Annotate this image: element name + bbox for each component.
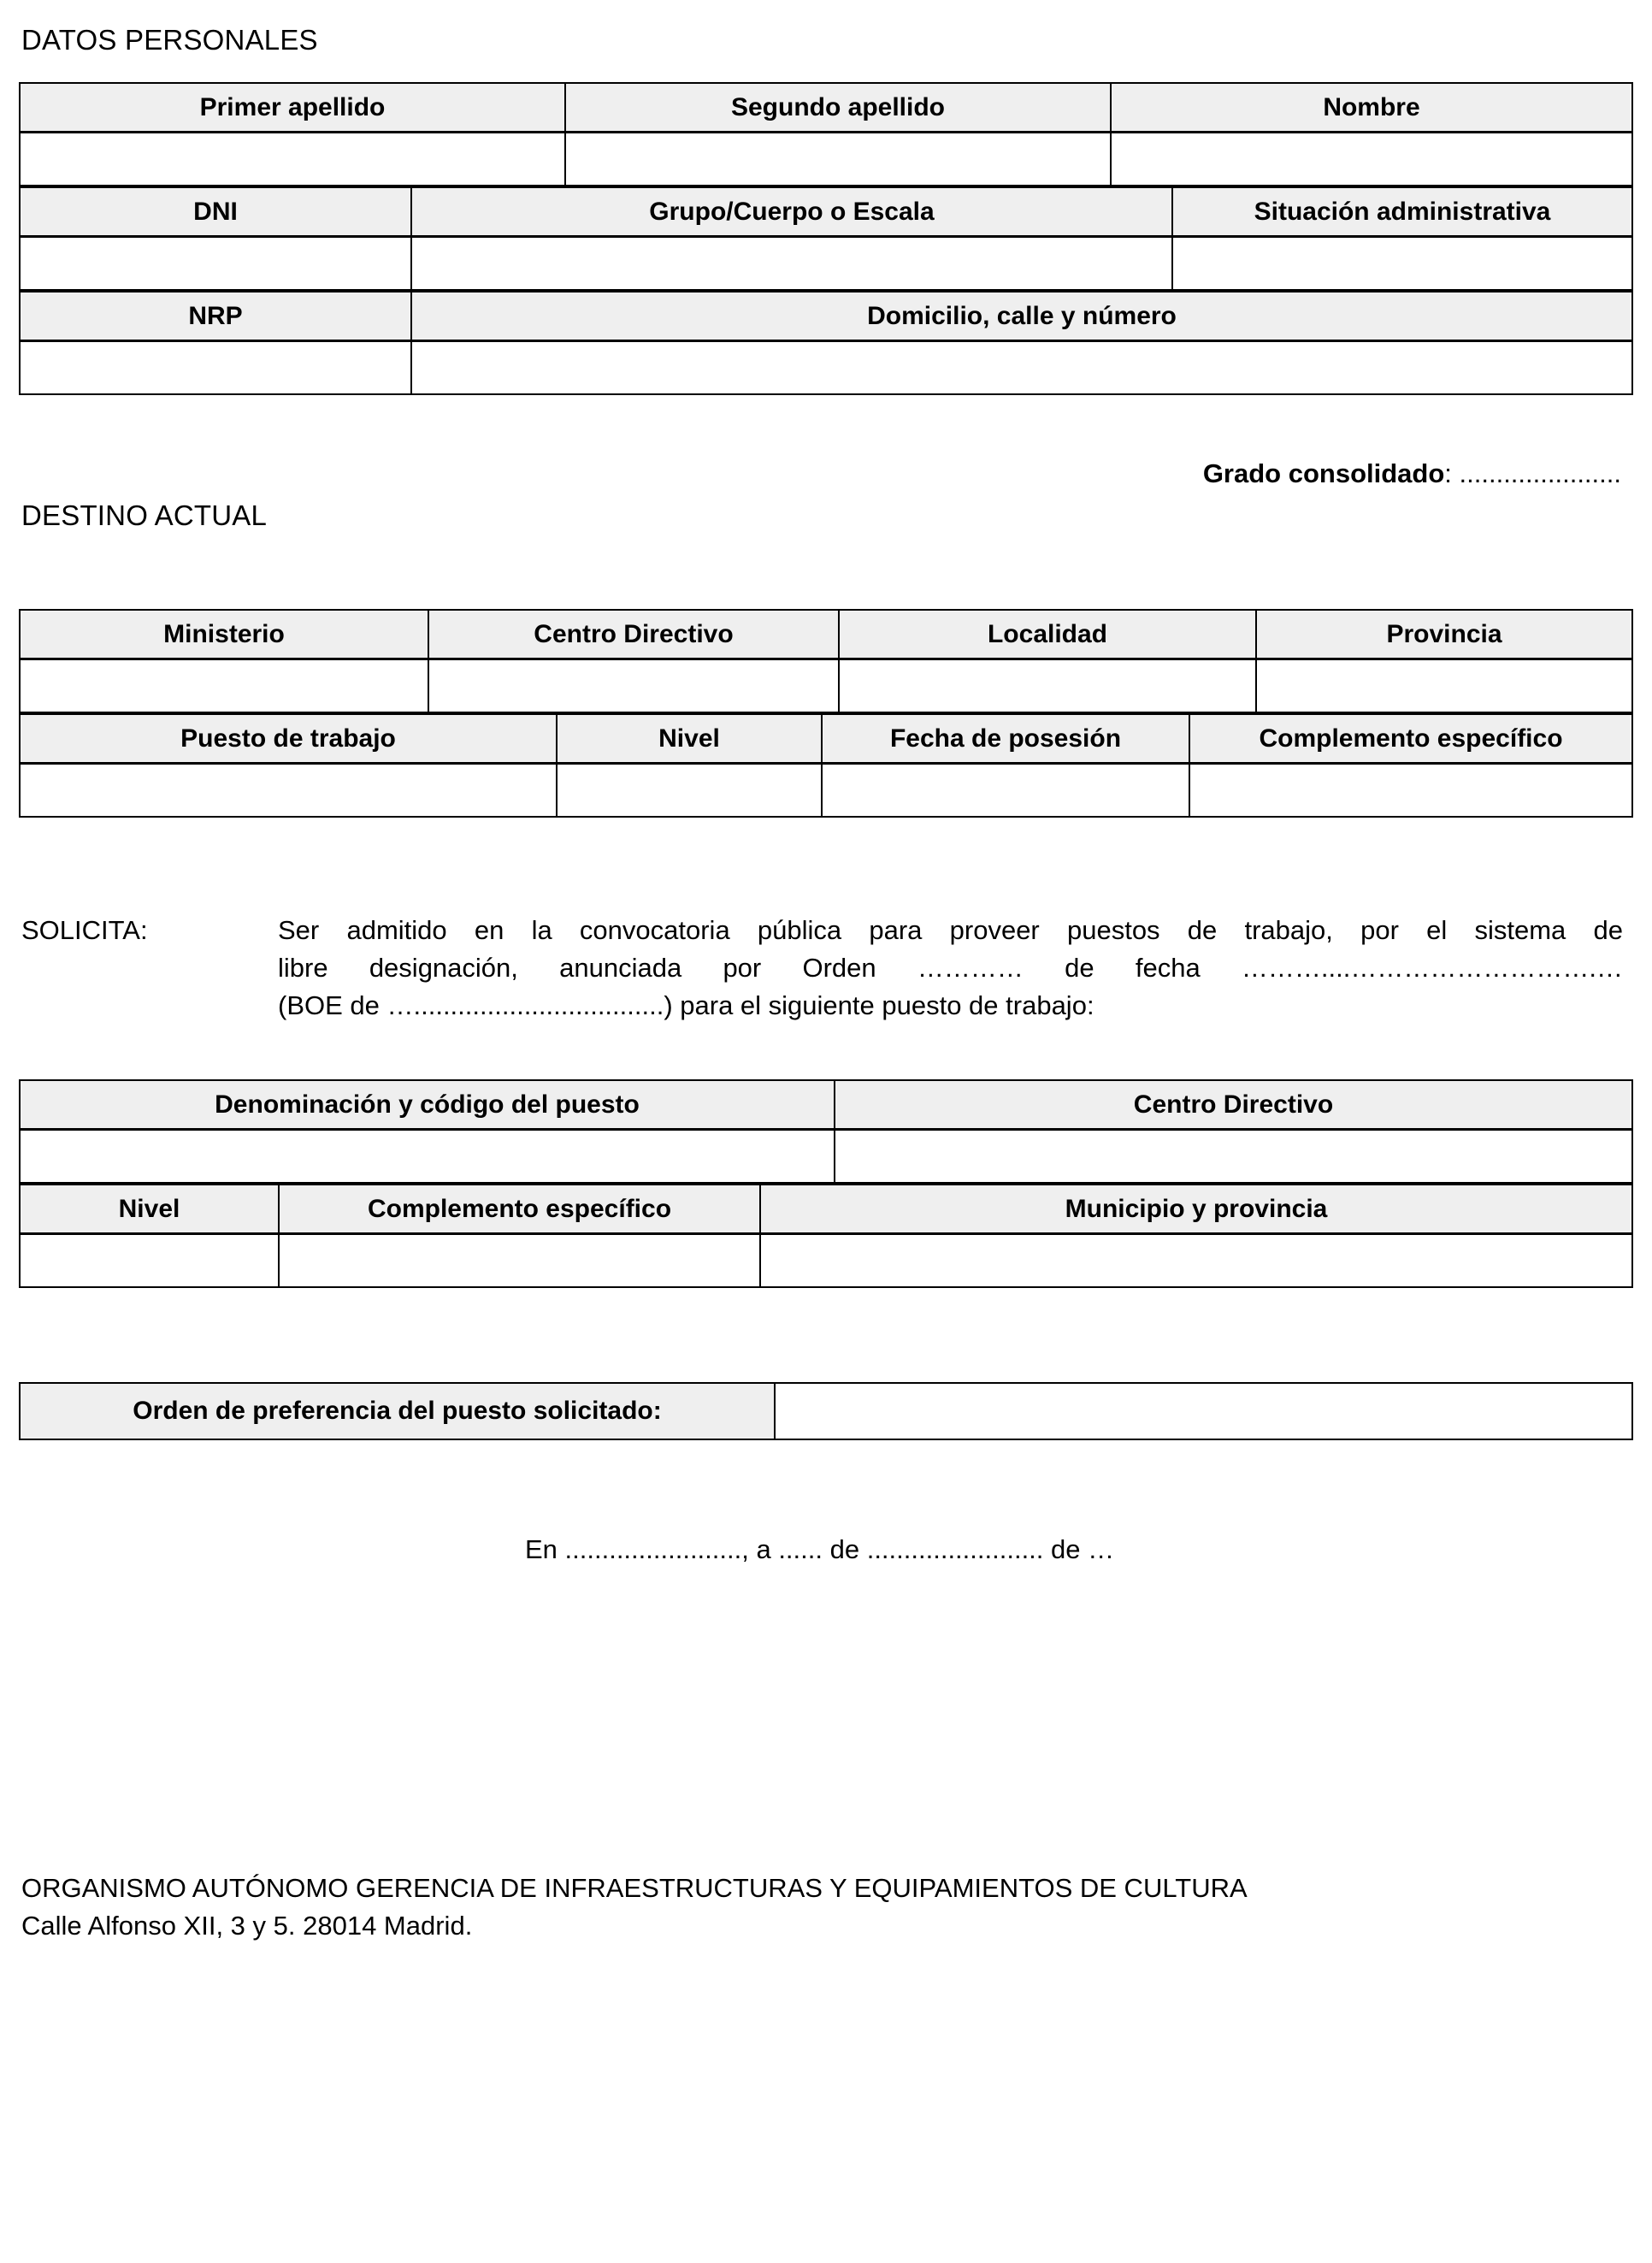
field-complemento-especifico[interactable] — [1189, 764, 1632, 817]
solicita-line-3: (BOE de …..................................) para el siguiente puesto de trabajo: — [278, 990, 1094, 1020]
solicita-text — [278, 912, 1633, 1025]
header-nivel-solicitado: Nivel — [20, 1185, 279, 1234]
footer-address: Calle Alfonso XII, 3 y 5. 28014 Madrid. — [21, 1910, 473, 1941]
table-header-row — [20, 714, 1632, 764]
header-nombre: Nombre — [1111, 83, 1632, 133]
table-header-row — [20, 610, 1632, 659]
table-header-row — [20, 1185, 1632, 1234]
personal-table-band-3 — [19, 291, 1633, 395]
field-nrp[interactable] — [20, 341, 411, 394]
section-title-datos-personales: DATOS PERSONALES — [21, 24, 318, 56]
header-denominacion-codigo-puesto: Denominación y código del puesto — [20, 1080, 835, 1130]
field-nivel[interactable] — [557, 764, 822, 817]
spacer — [19, 1440, 1633, 1534]
field-grupo-cuerpo-escala[interactable] — [411, 237, 1172, 290]
header-segundo-apellido: Segundo apellido — [565, 83, 1111, 133]
spacer — [19, 1693, 1633, 1822]
puesto-table-band-2 — [19, 1184, 1633, 1288]
header-fecha-de-posesion: Fecha de posesión — [822, 714, 1189, 764]
header-situacion-administrativa: Situación administrativa — [1172, 187, 1632, 237]
table-input-row — [20, 659, 1632, 712]
header-municipio-y-provincia: Municipio y provincia — [760, 1185, 1632, 1234]
spacer — [19, 1822, 1633, 1870]
grado-consolidado-dots[interactable]: ...................... — [1459, 458, 1621, 488]
table-header-row — [20, 292, 1632, 341]
section-title-destino-actual: DESTINO ACTUAL — [21, 499, 268, 531]
spacer — [19, 395, 1633, 458]
field-denominacion-codigo-puesto[interactable] — [20, 1130, 835, 1183]
spacer — [19, 818, 1633, 912]
field-municipio-y-provincia[interactable] — [760, 1234, 1632, 1287]
personal-table-band-2 — [19, 186, 1633, 291]
spacer — [19, 532, 1633, 609]
header-centro-directivo: Centro Directivo — [428, 610, 839, 659]
table-input-row — [20, 764, 1632, 817]
grado-consolidado-label: Grado consolidado — [1202, 458, 1445, 488]
table-input-row — [20, 341, 1632, 394]
header-dni: DNI — [20, 187, 411, 237]
personal-table-band-1 — [19, 82, 1633, 186]
field-centro-directivo-solicitado[interactable] — [835, 1130, 1632, 1183]
solicita-line-2: libre designación, anunciada por Orden ………… de fecha ………....……………………….… — [278, 952, 1623, 983]
table-header-row — [20, 1080, 1632, 1130]
field-fecha-de-posesion[interactable] — [822, 764, 1189, 817]
field-provincia[interactable] — [1256, 659, 1632, 712]
header-primer-apellido: Primer apellido — [20, 83, 565, 133]
table-input-row — [20, 237, 1632, 290]
field-nivel-solicitado[interactable] — [20, 1234, 279, 1287]
table-input-row — [20, 1130, 1632, 1183]
page-content — [19, 24, 1633, 1945]
spacer — [19, 1565, 1633, 1693]
table-row — [20, 1383, 1632, 1439]
field-nombre[interactable] — [1111, 133, 1632, 186]
header-ministerio: Ministerio — [20, 610, 428, 659]
header-puesto-de-trabajo: Puesto de trabajo — [20, 714, 557, 764]
header-domicilio: Domicilio, calle y número — [411, 292, 1632, 341]
header-nivel: Nivel — [557, 714, 822, 764]
orden-preferencia-label: Orden de preferencia del puesto solicitado: — [20, 1383, 775, 1439]
field-dni[interactable] — [20, 237, 411, 290]
place-and-date-line[interactable]: En ........................, a ...... de ........................ de … — [525, 1533, 1115, 1564]
solicita-line-1: Ser admitido en la convocatoria pública para proveer puestos de trabajo, por el sistema de — [278, 914, 1623, 945]
header-complemento-especifico: Complemento específico — [1189, 714, 1632, 764]
field-complemento-especifico-solicitado[interactable] — [279, 1234, 760, 1287]
header-provincia: Provincia — [1256, 610, 1632, 659]
destino-table-band-1 — [19, 609, 1633, 713]
field-puesto-de-trabajo[interactable] — [20, 764, 557, 817]
spacer — [19, 1288, 1633, 1382]
grado-consolidado-separator: : — [1444, 458, 1460, 488]
field-segundo-apellido[interactable] — [565, 133, 1111, 186]
field-situacion-administrativa[interactable] — [1172, 237, 1632, 290]
orden-preferencia-table — [19, 1382, 1633, 1440]
spacer — [19, 489, 1633, 499]
header-grupo-cuerpo-escala: Grupo/Cuerpo o Escala — [411, 187, 1172, 237]
footer-block — [19, 1870, 1633, 1945]
solicita-label: SOLICITA: — [21, 914, 148, 945]
field-ministerio[interactable] — [20, 659, 428, 712]
destino-table-band-2 — [19, 713, 1633, 818]
footer-organism-name: ORGANISMO AUTÓNOMO GERENCIA DE INFRAESTRUCTURAS Y EQUIPAMIENTOS DE CULTURA — [21, 1872, 1248, 1903]
header-complemento-especifico-solicitado: Complemento específico — [279, 1185, 760, 1234]
field-primer-apellido[interactable] — [20, 133, 565, 186]
table-header-row — [20, 83, 1632, 133]
grado-consolidado-line — [19, 458, 1633, 489]
spacer — [19, 56, 1633, 82]
spacer — [19, 1025, 1633, 1079]
field-localidad[interactable] — [839, 659, 1256, 712]
header-centro-directivo-solicitado: Centro Directivo — [835, 1080, 1632, 1130]
header-nrp: NRP — [20, 292, 411, 341]
table-input-row — [20, 133, 1632, 186]
solicita-block — [19, 912, 1633, 1025]
field-orden-preferencia[interactable] — [775, 1383, 1632, 1439]
header-localidad: Localidad — [839, 610, 1256, 659]
puesto-table-band-1 — [19, 1079, 1633, 1184]
table-header-row — [20, 187, 1632, 237]
field-domicilio[interactable] — [411, 341, 1632, 394]
table-input-row — [20, 1234, 1632, 1287]
field-centro-directivo[interactable] — [428, 659, 839, 712]
